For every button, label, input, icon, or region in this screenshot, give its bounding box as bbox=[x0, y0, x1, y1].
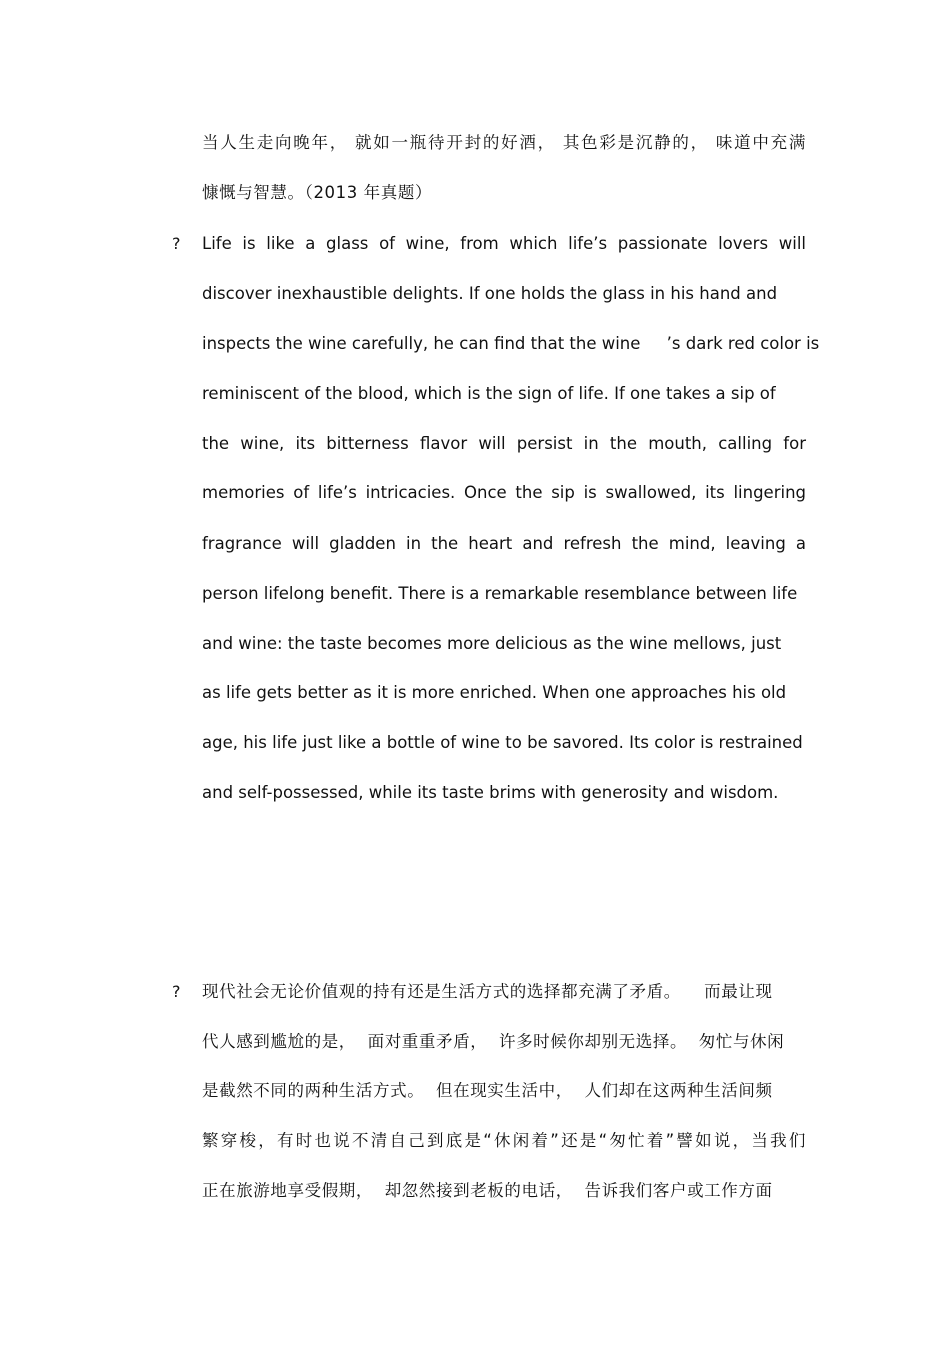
text-line: Life is like a glass of wine, from which life’s passionate lovers will bbox=[202, 234, 806, 253]
bullet-marker: ? bbox=[172, 982, 181, 1001]
text-line: inspects the wine carefully, he can find that the wine ’s dark red color is bbox=[202, 334, 820, 353]
text-line: discover inexhaustible delights. If one holds the glass in his hand and bbox=[202, 284, 778, 303]
text-line: 当人生走向晚年， 就如一瓶待开封的好酒， 其色彩是沉静的， 味道中充满 bbox=[202, 133, 806, 152]
text-line: fragrance will gladden in the heart and refresh the mind, leaving a bbox=[202, 534, 806, 553]
bullet-marker: ? bbox=[172, 234, 181, 253]
text-line: reminiscent of the blood, which is the sign of life. If one takes a sip of bbox=[202, 384, 776, 403]
text-line: the wine, its bitterness flavor will persist in the mouth, calling for bbox=[202, 434, 806, 453]
text-line: 正在旅游地享受假期， 却忽然接到老板的电话， 告诉我们客户或工作方面 bbox=[202, 1181, 773, 1200]
text-line: memories of life’s intricacies. Once the sip is swallowed, its lingering bbox=[202, 483, 806, 502]
text-line: person lifelong benefit. There is a remarkable resemblance between life bbox=[202, 584, 798, 603]
text-line: and self-possessed, while its taste brims with generosity and wisdom. bbox=[202, 783, 779, 802]
text-line: 代人感到尴尬的是， 面对重重矛盾， 许多时候你却别无选择。 匆忙与休闲 bbox=[202, 1032, 785, 1051]
text-line: 现代社会无论价值观的持有还是生活方式的选择都充满了矛盾。 而最让现 bbox=[202, 982, 773, 1001]
text-line: age, his life just like a bottle of wine to be savored. Its color is restrained bbox=[202, 733, 803, 752]
text-line: 繁穿梭，有时也说不清自己到底是“休闲着”还是“匆忙着”譬如说，当我们 bbox=[202, 1131, 806, 1150]
text-line: and wine: the taste becomes more delicious as the wine mellows, just bbox=[202, 634, 782, 653]
text-line: 是截然不同的两种生活方式。 但在现实生活中， 人们却在这两种生活间频 bbox=[202, 1081, 773, 1100]
text-line: 慷慨与智慧。（2013 年真题） bbox=[202, 183, 433, 202]
text-line: as life gets better as it is more enriched. When one approaches his old bbox=[202, 683, 787, 702]
